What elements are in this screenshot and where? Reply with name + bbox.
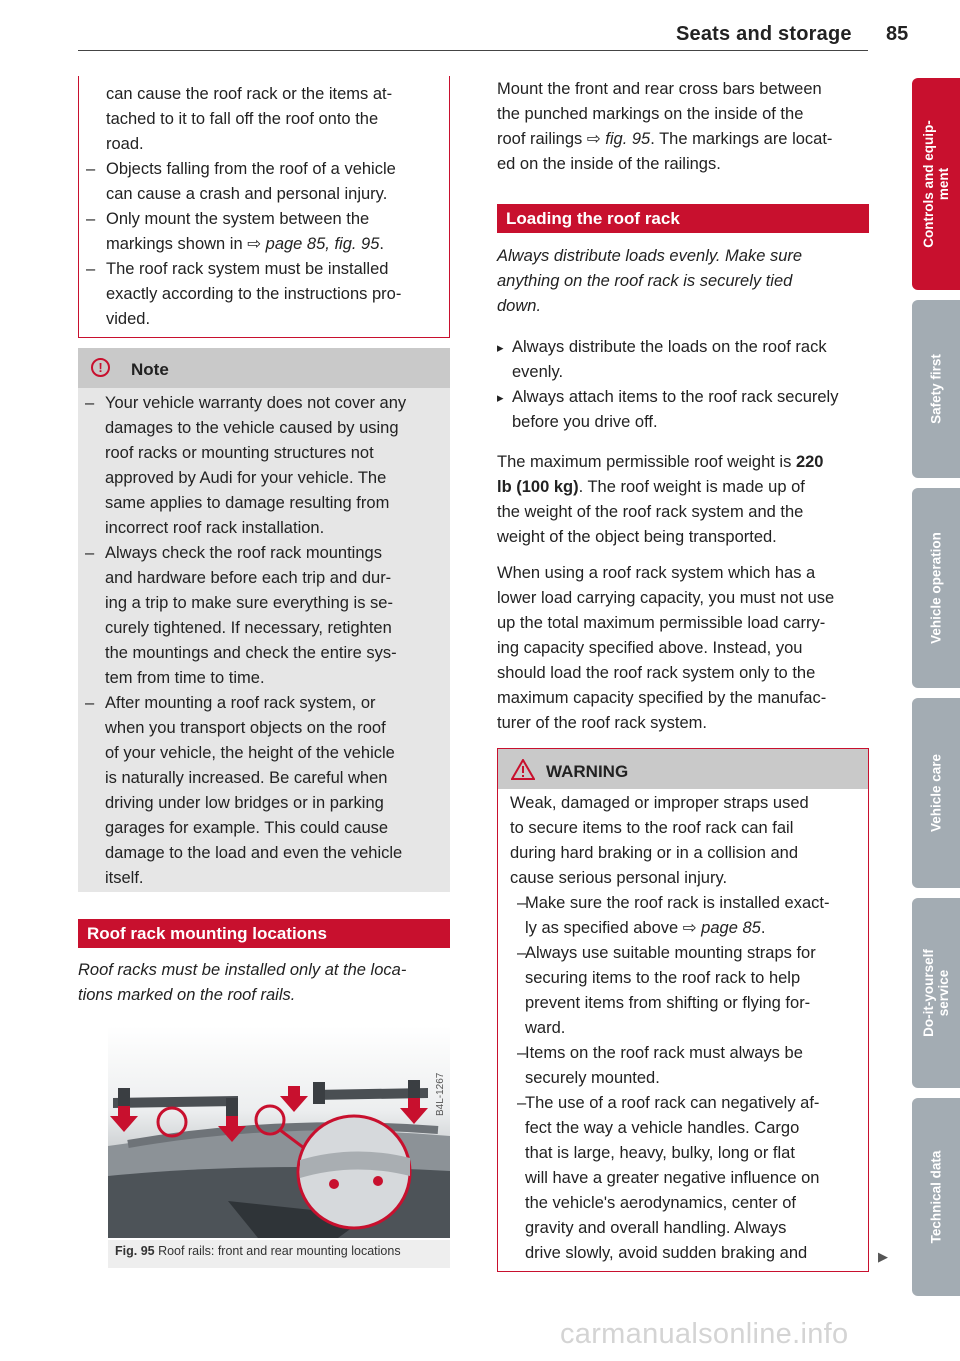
text-line: during hard braking or in a collision and: [510, 844, 799, 862]
text-fragment: . The markings are locat-: [650, 130, 833, 148]
lower-capacity-paragraph: [497, 561, 869, 736]
text-line: ed on the inside of the railings.: [497, 155, 721, 173]
text-line: to secure items to the roof rack can fail: [510, 819, 794, 837]
text-line: Weak, damaged or improper straps used: [510, 794, 809, 812]
continue-arrow-icon[interactable]: ▶: [878, 1249, 888, 1264]
text-line: that is large, heavy, bulky, long or flat: [525, 1144, 795, 1162]
section-intro: [78, 958, 450, 1008]
text-line: ing capacity specified above. Instead, you: [497, 639, 803, 657]
text-line: same applies to damage resulting from: [105, 494, 390, 512]
warning-box: [497, 748, 869, 1272]
note-title: Note: [131, 360, 169, 379]
text-line: of your vehicle, the height of the vehicle: [105, 744, 395, 762]
list-item: – Always check the roof rack mountings: [78, 541, 440, 566]
loading-intro: [497, 244, 869, 319]
list-item: – After mounting a roof rack system, or: [78, 691, 440, 716]
text-line: tached to it to fall off the roof onto the: [106, 110, 379, 128]
page-fig-reference[interactable]: ⇨ page 85, fig. 95: [247, 235, 380, 253]
text-line: approved by Audi for your vehicle. The: [105, 469, 387, 487]
text-line: [510, 916, 865, 941]
text-line: the mountings and check the entire sys-: [105, 644, 397, 662]
text-line: maximum capacity specified by the manufac-: [497, 689, 827, 707]
tab-label: Technical data: [928, 1150, 944, 1244]
text-line: evenly.: [512, 363, 564, 381]
weight-value: 220: [795, 453, 824, 471]
watermark: carmanualsonline.info: [560, 1318, 849, 1350]
text-line: anything on the roof rack is securely tied: [497, 272, 793, 290]
text-line: the weight of the roof rack system and the: [497, 503, 804, 521]
text-line: Always distribute loads evenly. Make sure: [497, 247, 803, 265]
text-fragment: roof railings: [497, 130, 587, 148]
list-item: – Always use suitable mounting straps for: [510, 941, 865, 966]
section-title: Seats and storage: [676, 23, 852, 45]
text-line: the vehicle's aerodynamics, center of: [525, 1194, 796, 1212]
page-reference[interactable]: ⇨ page 85: [682, 919, 761, 937]
step-list: [497, 335, 869, 435]
text-line: can cause the roof rack or the items at-: [106, 85, 393, 103]
list-item: – Make sure the roof rack is installed exact-: [510, 891, 865, 916]
text-line: should load the roof rack system only to the: [497, 664, 816, 682]
list-item: – The use of a roof rack can negatively af-: [510, 1091, 865, 1116]
tab-vehicle-care[interactable]: [912, 698, 960, 888]
list-item: – Only mount the system between the: [79, 207, 441, 232]
text-line: itself.: [105, 869, 144, 887]
page-number: 85: [886, 23, 909, 45]
list-item: – Items on the roof rack must always be: [510, 1041, 865, 1066]
tab-safety-first[interactable]: [912, 300, 960, 478]
tab-vehicle-operation[interactable]: [912, 488, 960, 688]
roof-rack-illustration: [108, 1026, 450, 1238]
tab-technical-data[interactable]: [912, 1098, 960, 1296]
list-item: – Objects falling from the roof of a vehicle: [79, 157, 441, 182]
text-line: garages for example. This could cause: [105, 819, 389, 837]
warning-triangle-icon: [511, 759, 535, 780]
text-line: cause serious personal injury.: [510, 869, 728, 887]
text-line: gravity and overall handling. Always: [525, 1219, 787, 1237]
tab-label: Do-it-yourself service: [921, 949, 951, 1037]
text-line: curely tightened. If necessary, retighten: [105, 619, 392, 637]
warning-box-continued: [78, 76, 450, 338]
step-item: ▸ Always attach items to the roof rack securely: [497, 385, 869, 410]
max-weight-paragraph: [497, 450, 869, 550]
text-line: tions marked on the roof rails.: [78, 986, 296, 1004]
text-fragment: The maximum permissible roof weight is: [497, 453, 796, 471]
figure-code: B4L-1267: [435, 1072, 446, 1116]
text-line: [497, 450, 869, 475]
text-line: before you drive off.: [512, 413, 658, 431]
note-box: [78, 348, 450, 892]
text-line: fect the way a vehicle handles. Cargo: [525, 1119, 800, 1137]
text-line: [79, 232, 441, 257]
text-line: When using a roof rack system which has a: [497, 564, 816, 582]
text-line: Roof racks must be installed only at the loca-: [78, 961, 407, 979]
text-line: ward.: [525, 1019, 566, 1037]
text-line: damages to the vehicle caused by using: [105, 419, 399, 437]
text-line: [497, 127, 869, 152]
text-line: down.: [497, 297, 542, 315]
text-line: and hardware before each trip and dur-: [105, 569, 392, 587]
text-fragment: .: [760, 919, 766, 937]
text-fragment: .: [379, 235, 384, 253]
text-line: roof racks or mounting structures not: [105, 444, 374, 462]
text-fragment: ly as specified above: [525, 919, 683, 937]
mount-paragraph: [497, 77, 869, 177]
text-line: incorrect roof rack installation.: [105, 519, 325, 537]
text-line: ing a trip to make sure everything is se-: [105, 594, 393, 612]
text-line: exactly according to the instructions pro-: [106, 285, 402, 303]
figure-caption: [108, 1240, 450, 1268]
section-heading-loading-roof-rack: Loading the roof rack: [497, 204, 869, 233]
text-line: the punched markings on the inside of the: [497, 105, 804, 123]
tab-label: Controls and equip- ment: [921, 120, 951, 248]
section-heading-mounting-locations: Roof rack mounting locations: [78, 919, 450, 948]
figure-label: Fig. 95: [115, 1244, 155, 1258]
header-rule: [78, 50, 868, 51]
text-line: is naturally increased. Be careful when: [105, 769, 388, 787]
text-line: lower load carrying capacity, you must not use: [497, 589, 835, 607]
list-item: – The roof rack system must be installed: [79, 257, 441, 282]
text-line: will have a greater negative influence on: [525, 1169, 820, 1187]
tab-label: Safety first: [928, 354, 944, 424]
text-line: drive slowly, avoid sudden braking and: [525, 1244, 808, 1262]
tab-label: Vehicle care: [928, 753, 944, 833]
tab-controls-and-equipment[interactable]: [912, 78, 960, 290]
text-line: turer of the roof rack system.: [497, 714, 707, 732]
text-line: [497, 475, 869, 500]
list-item: – Your vehicle warranty does not cover any: [78, 391, 440, 416]
text-line: road.: [106, 135, 144, 153]
warning-header: [498, 749, 868, 789]
step-item: ▸ Always distribute the loads on the roof rack: [497, 335, 869, 360]
text-line: securing items to the roof rack to help: [525, 969, 801, 987]
text-line: prevent items from shifting or flying for-: [525, 994, 811, 1012]
text-line: vided.: [106, 310, 151, 328]
exclamation-icon: !: [91, 358, 110, 377]
text-line: up the total maximum permissible load carry-: [497, 614, 826, 632]
roof-rail-figure: [108, 1026, 450, 1238]
text-line: when you transport objects on the roof: [105, 719, 386, 737]
text-line: tem from time to time.: [105, 669, 265, 687]
note-header: [78, 348, 450, 388]
fig-reference[interactable]: ⇨ fig. 95: [586, 130, 651, 148]
text-line: damage to the load and even the vehicle: [105, 844, 403, 862]
text-line: can cause a crash and personal injury.: [106, 185, 388, 203]
tab-do-it-yourself-service[interactable]: [912, 898, 960, 1088]
text-line: securely mounted.: [525, 1069, 660, 1087]
figure-caption-text: Roof rails: front and rear mounting locations: [158, 1244, 401, 1258]
text-fragment: markings shown in: [106, 235, 248, 253]
text-line: weight of the object being transported.: [497, 528, 777, 546]
warning-title: WARNING: [546, 762, 629, 781]
text-fragment: . The roof weight is made up of: [578, 478, 805, 496]
weight-value: lb (100 kg): [497, 478, 579, 496]
text-line: driving under low bridges or in parking: [105, 794, 384, 812]
tab-label: Vehicle operation: [928, 532, 944, 644]
text-line: Mount the front and rear cross bars between: [497, 80, 822, 98]
